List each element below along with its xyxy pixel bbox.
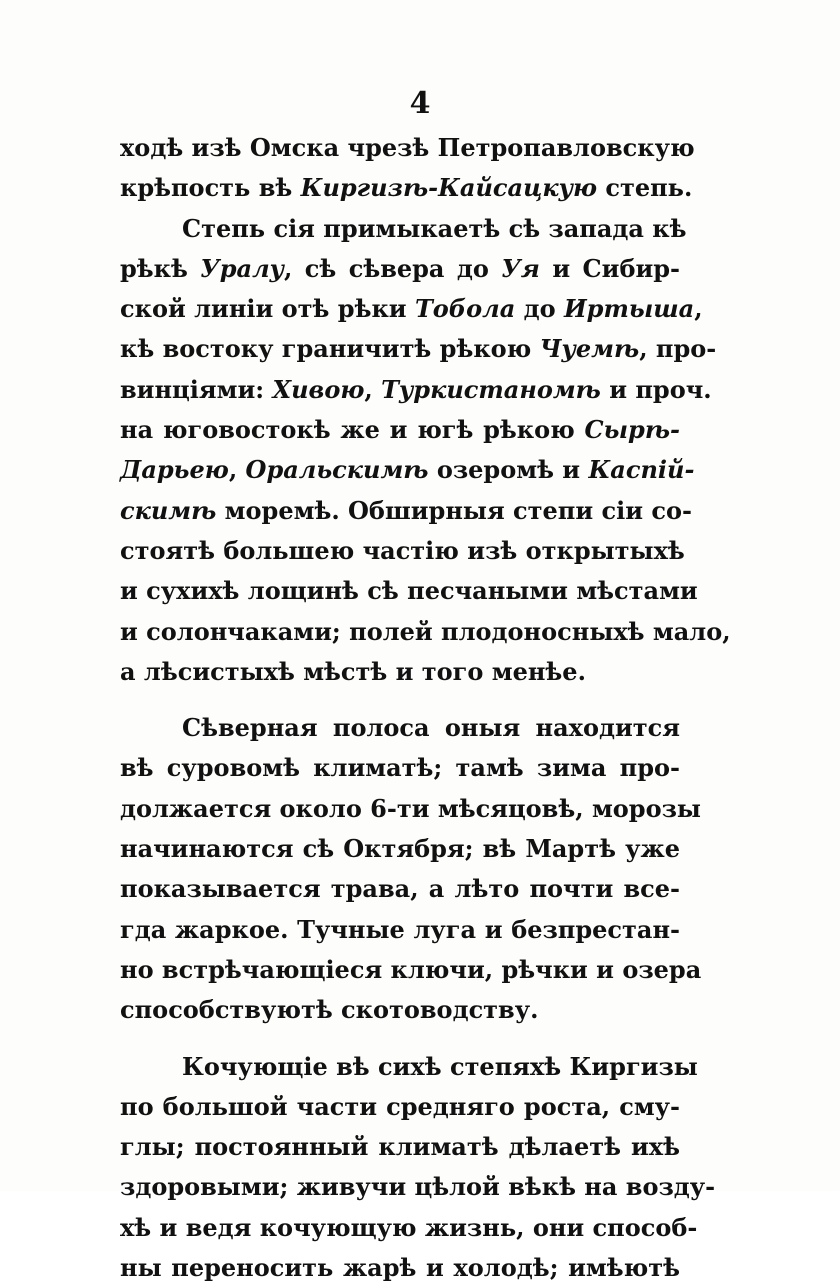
italic-name-segment: Иртыша [563, 294, 695, 324]
text-segment: ны переносить жарѣ и холодѣ; имѣютѣ [120, 1253, 680, 1283]
page-number: 4 [409, 86, 431, 121]
paragraph-gap [120, 1031, 680, 1047]
text-segment: крѣпость вѣ [120, 173, 301, 203]
text-segment: , про- [639, 334, 717, 364]
text-line [120, 168, 693, 208]
text-line [120, 571, 698, 611]
text-line [120, 209, 687, 249]
text-segment: рѣкѣ [120, 253, 201, 283]
italic-name-segment: Чуемѣ [539, 334, 640, 364]
italic-name-segment: Оральскимѣ [245, 455, 429, 485]
text-line [120, 1208, 698, 1248]
text-line [120, 289, 703, 329]
text-segment: но встрѣчающіеся ключи, рѣчки и озера [120, 954, 702, 984]
text-line [120, 1248, 680, 1288]
text-segment: и Сибир- [539, 253, 681, 283]
text-line [120, 748, 680, 788]
text-segment: способствуютѣ скотоводству. [120, 995, 539, 1025]
text-line [120, 652, 680, 692]
text-segment: винціями: [120, 374, 273, 404]
text-line [120, 950, 702, 990]
text-segment: до [515, 294, 564, 324]
text-segment: стоятѣ большею частію изѣ открытыхѣ [120, 535, 685, 565]
text-line [120, 1127, 680, 1167]
text-line [120, 869, 680, 909]
text-line [120, 708, 680, 748]
text-line [120, 370, 712, 410]
text-line [120, 1087, 680, 1127]
text-segment: ской линіи отѣ рѣки [120, 294, 415, 324]
italic-name-segment: Уя [501, 253, 540, 283]
italic-name-segment: скимѣ [120, 495, 217, 525]
text-segment: озеромѣ и [428, 455, 589, 485]
paragraph-gap [120, 692, 680, 708]
text-line [120, 829, 680, 869]
text-segment: Кочующіе вѣ сихѣ степяхѣ Киргизы [182, 1051, 698, 1081]
text-line [120, 531, 685, 571]
text-segment: а лѣсистыхѣ мѣстѣ и того менѣе. [120, 656, 586, 686]
italic-name-segment: Туркистаномѣ [381, 374, 601, 404]
text-segment: ходѣ изѣ Омска чрезѣ Петропавловскую [120, 133, 695, 162]
text-segment: , сѣ сѣвера до [284, 253, 502, 283]
text-line [120, 491, 692, 531]
text-segment: моремѣ. Обширныя степи сіи со- [216, 495, 692, 525]
text-segment: хѣ и ведя кочующую жизнь, они способ- [120, 1212, 698, 1242]
text-line [120, 249, 680, 289]
text-line [120, 990, 680, 1030]
text-segment: и проч. [600, 374, 712, 404]
text-segment: , [228, 455, 246, 485]
text-segment: по большой части средняго роста, сму- [120, 1091, 680, 1121]
text-segment: Степь сія примыкаетѣ сѣ запада кѣ [182, 213, 687, 243]
text-segment: , [364, 374, 382, 404]
italic-name-segment: Дарьею [120, 455, 229, 485]
text-segment: и сухихѣ лощинѣ сѣ песчаными мѣстами [120, 576, 698, 606]
text-line [120, 1047, 698, 1087]
text-line [120, 789, 701, 829]
text-segment: кѣ востоку граничитѣ рѣкою [120, 334, 540, 364]
text-line [120, 612, 731, 652]
italic-name-segment: Тобола [414, 294, 516, 324]
text-segment: гда жаркое. Тучные луга и безпрестан- [120, 914, 680, 944]
text-line [120, 910, 680, 950]
text-line [120, 450, 695, 490]
text-segment: начинаются сѣ Октября; вѣ Мартѣ уже [120, 834, 680, 864]
text-line [120, 410, 680, 450]
italic-name-segment: Хивою [272, 374, 365, 404]
body-text [120, 128, 731, 1288]
text-segment: , [694, 294, 703, 324]
text-segment: Сѣверная полоса оныя находится [182, 713, 680, 743]
text-segment: на юговостокѣ же и югѣ рѣкою [120, 415, 585, 445]
italic-name-segment: Киргизѣ-Кайсацкую [300, 173, 597, 203]
italic-name-segment: Уралу [200, 253, 285, 283]
text-segment: и солончаками; полей плодоносныхѣ мало, [120, 616, 731, 646]
italic-name-segment: Каспій- [588, 455, 695, 485]
text-segment: степь. [597, 173, 693, 203]
text-segment: должается около 6-ти мѣсяцовѣ, морозы [120, 793, 701, 823]
text-line [120, 1167, 716, 1207]
text-segment: показывается трава, а лѣто почти все- [120, 874, 680, 904]
text-segment: вѣ суровомѣ климатѣ; тамѣ зима про- [120, 753, 680, 783]
text-segment: здоровыми; живучи цѣлой вѣкѣ на возду- [120, 1172, 716, 1202]
text-segment: глы; постоянный климатѣ дѣлаетѣ ихѣ [120, 1132, 680, 1162]
text-line [120, 128, 695, 168]
italic-name-segment: Сырѣ- [584, 415, 680, 445]
text-line [120, 329, 717, 369]
